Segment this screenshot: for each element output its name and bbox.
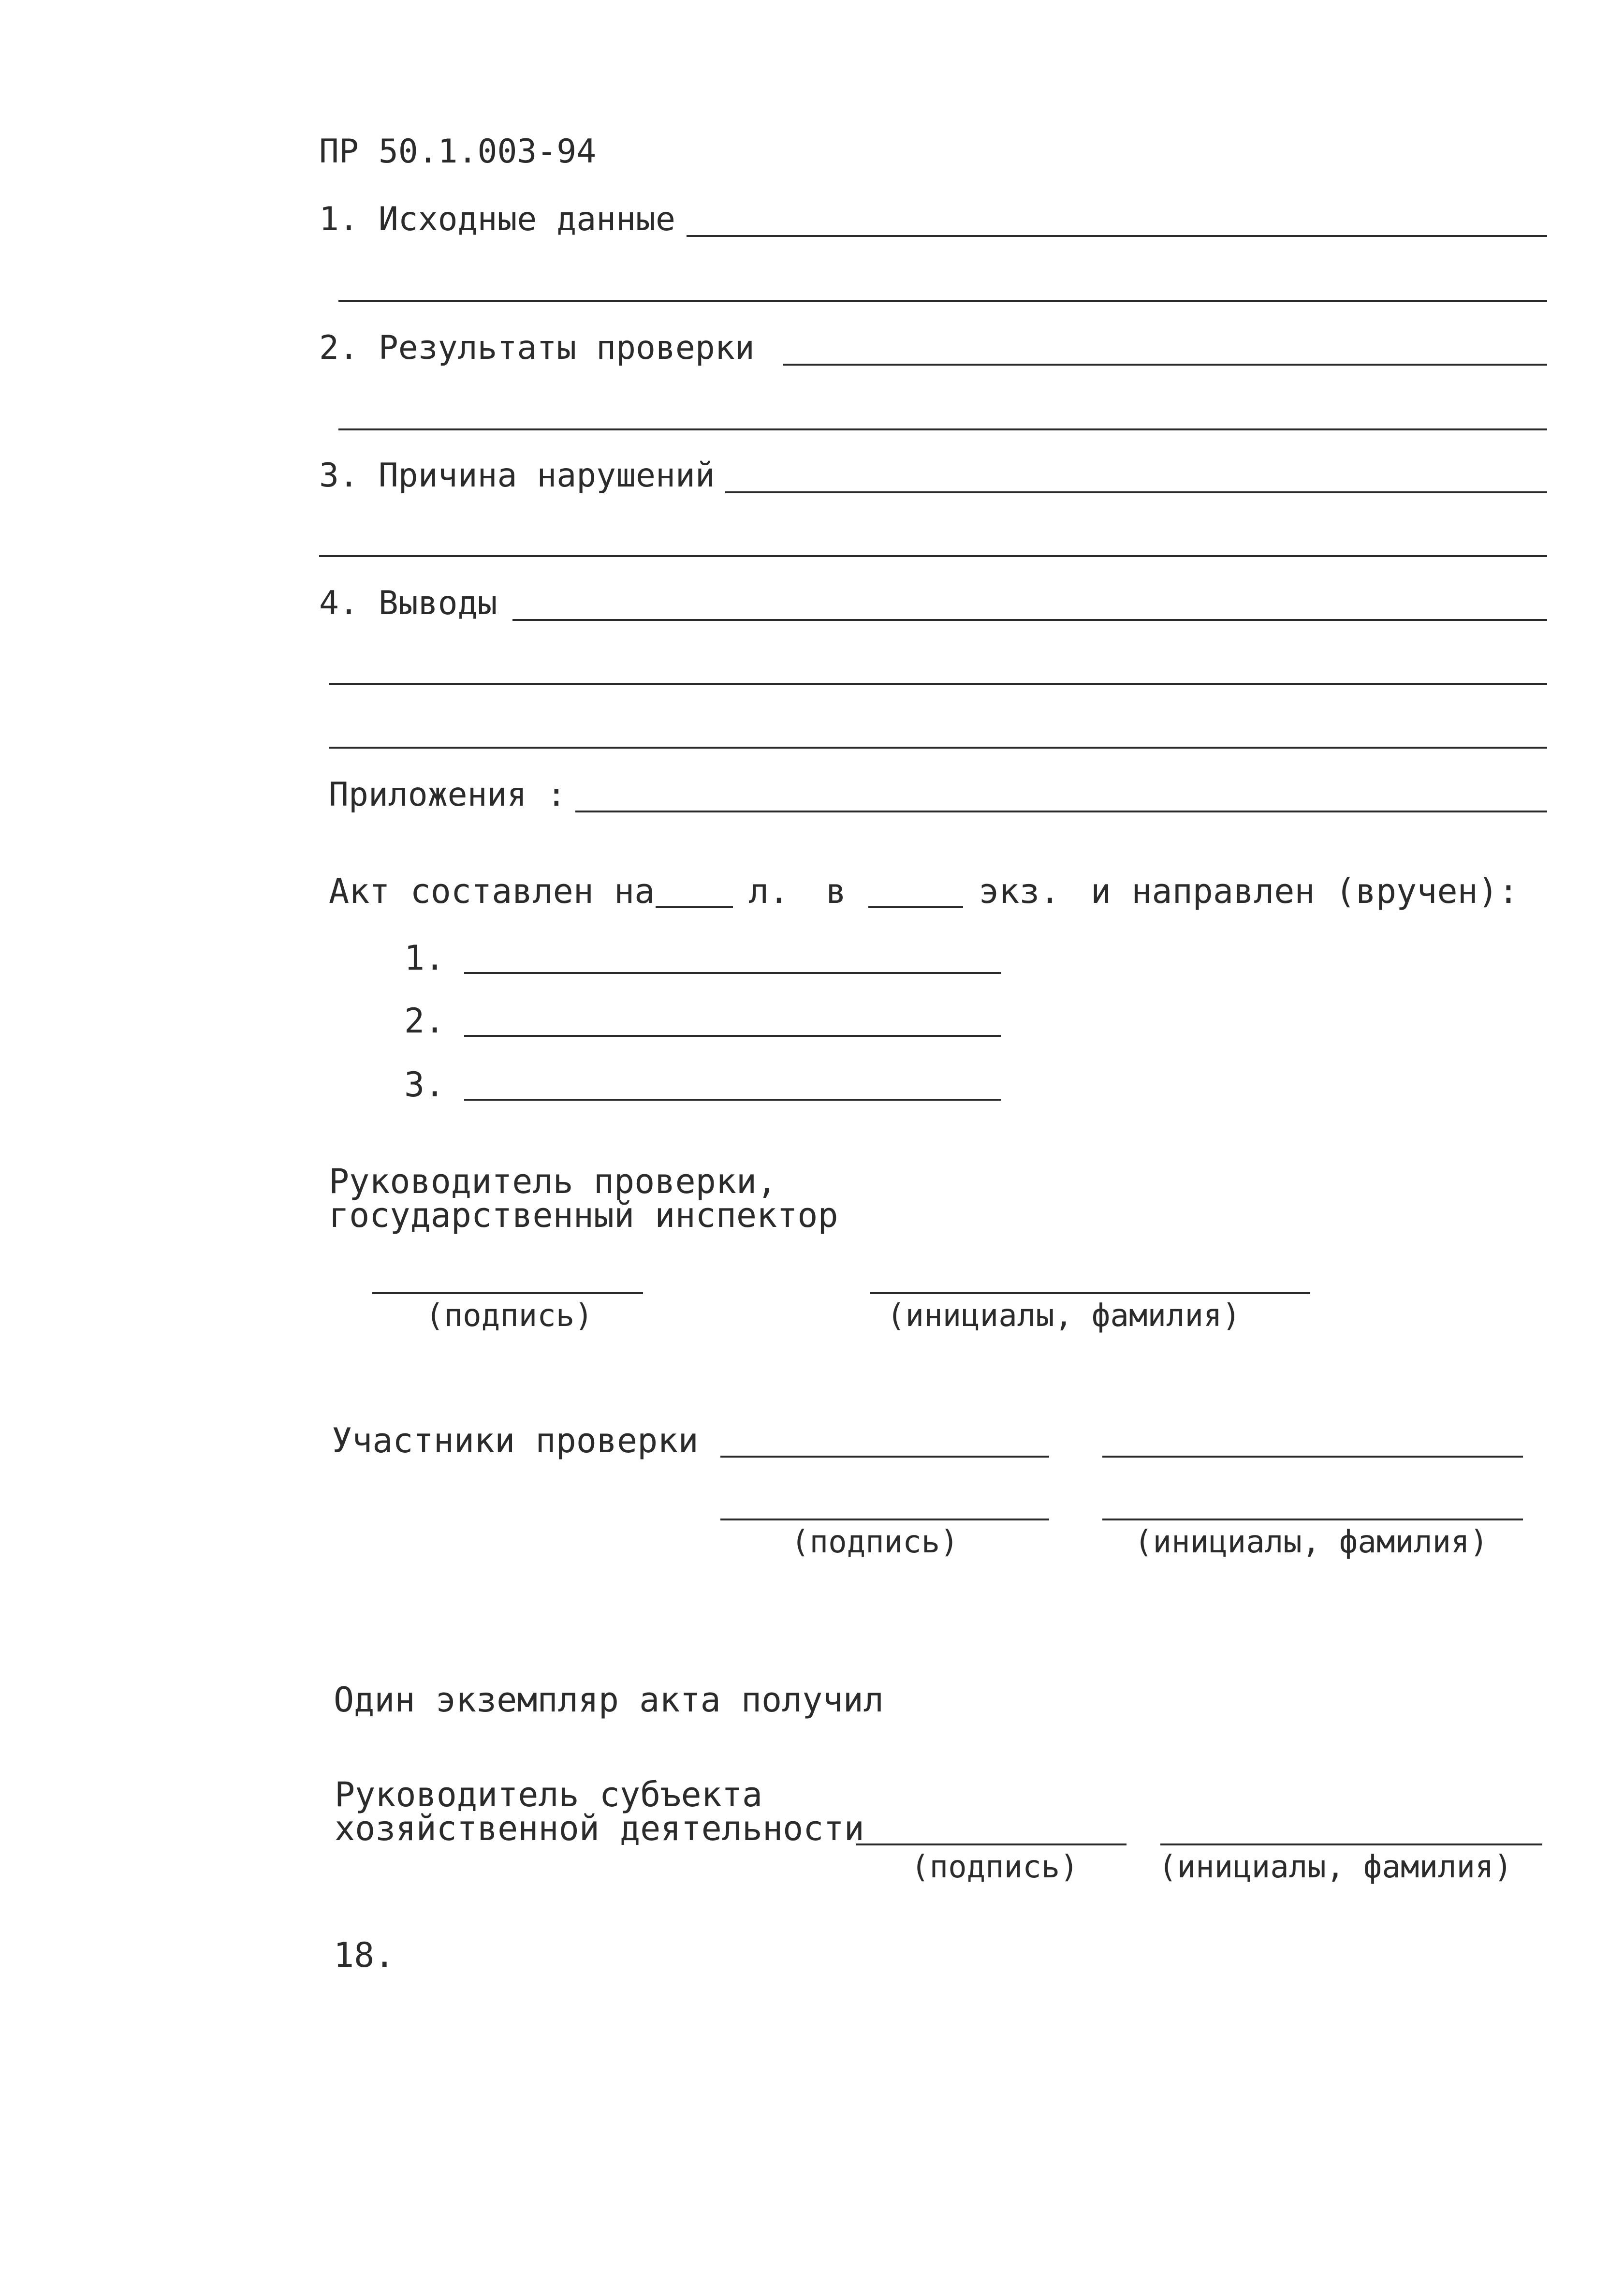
recipient-3-line[interactable] [464,1099,1001,1101]
participants-name-line-2[interactable] [1102,1519,1523,1520]
section-4-line[interactable] [512,619,1547,621]
inspector-name-line[interactable] [870,1292,1310,1294]
recipient-2-number: 2. [404,1001,445,1041]
section-4-label: 4. Выводы [319,584,497,622]
subject-title-line-2: хозяйственной деятельности [335,1809,864,1848]
participants-signature-line[interactable] [720,1456,1049,1458]
act-sheets-line[interactable] [656,906,733,908]
inspector-title-line-2: государственный инспектор [329,1195,838,1235]
section-2-line-2[interactable] [338,428,1547,430]
subject-signature-caption: (подпись) [911,1849,1079,1885]
section-1-line[interactable] [687,235,1547,237]
subject-name-line[interactable] [1160,1843,1542,1845]
act-copies-line[interactable] [868,906,963,908]
recipient-3-number: 3. [404,1065,445,1105]
recipient-1-line[interactable] [464,972,1001,974]
inspector-signature-line[interactable] [372,1292,643,1294]
subject-title-line-1: Руководитель субъекта [335,1775,763,1814]
participants-signature-caption: (подпись) [791,1524,959,1560]
subject-signature-line[interactable] [856,1843,1127,1845]
appendix-line[interactable] [575,811,1547,812]
section-1-line-2[interactable] [338,300,1547,302]
act-in-label: в [826,871,847,911]
inspector-signature-caption: (подпись) [425,1298,593,1334]
section-3-line-2[interactable] [319,555,1547,557]
document-code: ПР 50.1.003-94 [319,133,597,171]
section-2-label: 2. Результаты проверки [319,329,755,367]
act-copies-label: экз. [979,871,1060,911]
act-prefix: Акт составлен на [329,871,655,911]
receipt-text: Один экземпляр акта получил [334,1680,884,1720]
section-4-line-2[interactable] [329,683,1547,685]
inspector-title-line-1: Руководитель проверки, [329,1162,777,1201]
page-number: 18. [334,1935,395,1975]
section-1-label: 1. Исходные данные [319,200,675,238]
participants-name-line[interactable] [1102,1456,1523,1458]
recipient-1-number: 1. [404,938,445,978]
inspector-name-caption: (инициалы, фамилия) [887,1298,1241,1334]
act-sheets-label: л. [748,871,790,911]
section-4-line-3[interactable] [329,747,1547,749]
appendix-label: Приложения : [329,776,567,814]
participants-signature-line-2[interactable] [720,1519,1049,1520]
recipient-2-line[interactable] [464,1035,1001,1037]
act-suffix: и направлен (вручен): [1091,871,1519,911]
participants-label: Участники проверки [332,1421,699,1460]
participants-name-caption: (инициалы, фамилия) [1134,1524,1489,1560]
section-3-label: 3. Причина нарушений [319,457,715,495]
section-3-line[interactable] [725,491,1547,493]
subject-name-caption: (инициалы, фамилия) [1158,1849,1513,1885]
section-2-line[interactable] [783,364,1547,366]
